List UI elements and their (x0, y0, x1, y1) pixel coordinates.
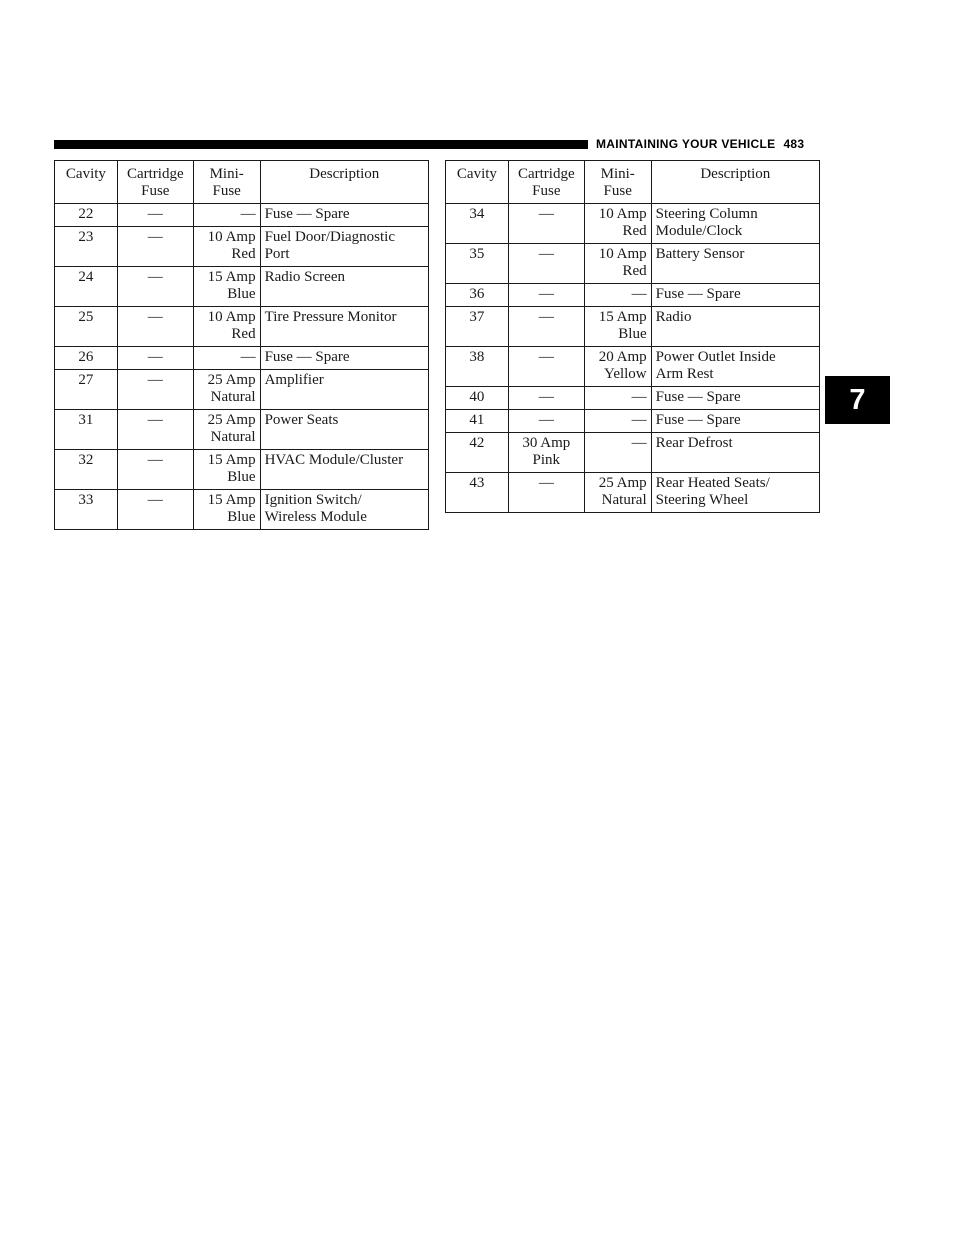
table-header-row (446, 161, 820, 204)
cavity-cell: 27 (55, 370, 118, 410)
cavity-cell: 43 (446, 473, 509, 513)
mini-fuse-cell: 25 Amp Natural (193, 370, 260, 410)
description-cell: Steering Column Module/Clock (651, 204, 819, 244)
table-row (446, 410, 820, 433)
header-mini-fuse: Mini- Fuse (584, 161, 651, 204)
description-cell: Fuse — Spare (260, 347, 428, 370)
description-cell: Fuse — Spare (260, 204, 428, 227)
description-cell: Rear Defrost (651, 433, 819, 473)
cartridge-fuse-cell: — (117, 307, 193, 347)
table-row (446, 284, 820, 307)
table-row (446, 244, 820, 284)
table-row (446, 473, 820, 513)
table-row (446, 433, 820, 473)
description-cell: Fuse — Spare (651, 410, 819, 433)
table-row (446, 347, 820, 387)
description-cell: Amplifier (260, 370, 428, 410)
cavity-cell: 37 (446, 307, 509, 347)
header-cavity: Cavity (55, 161, 118, 204)
cartridge-fuse-cell: — (508, 347, 584, 387)
header-description: Description (651, 161, 819, 204)
table-row (55, 490, 429, 530)
table-row (55, 370, 429, 410)
cavity-cell: 34 (446, 204, 509, 244)
header-mini-fuse: Mini- Fuse (193, 161, 260, 204)
description-cell: HVAC Module/Cluster (260, 450, 428, 490)
cavity-cell: 32 (55, 450, 118, 490)
section-title: MAINTAINING YOUR VEHICLE (596, 137, 776, 151)
mini-fuse-cell: 10 Amp Red (193, 307, 260, 347)
cavity-cell: 31 (55, 410, 118, 450)
cavity-cell: 24 (55, 267, 118, 307)
mini-fuse-cell: 25 Amp Natural (193, 410, 260, 450)
mini-fuse-cell: 15 Amp Blue (584, 307, 651, 347)
cavity-cell: 33 (55, 490, 118, 530)
mini-fuse-cell: — (584, 433, 651, 473)
cavity-cell: 41 (446, 410, 509, 433)
cartridge-fuse-cell: — (117, 227, 193, 267)
cavity-cell: 26 (55, 347, 118, 370)
cavity-cell: 35 (446, 244, 509, 284)
description-cell: Fuse — Spare (651, 284, 819, 307)
cartridge-fuse-cell: — (508, 204, 584, 244)
cartridge-fuse-cell: 30 Amp Pink (508, 433, 584, 473)
mini-fuse-cell: 10 Amp Red (584, 244, 651, 284)
description-cell: Radio (651, 307, 819, 347)
cavity-cell: 23 (55, 227, 118, 267)
header-cavity: Cavity (446, 161, 509, 204)
table-row (55, 307, 429, 347)
header-cartridge-fuse: Cartridge Fuse (508, 161, 584, 204)
mini-fuse-cell: 10 Amp Red (584, 204, 651, 244)
cavity-cell: 40 (446, 387, 509, 410)
description-cell: Fuse — Spare (651, 387, 819, 410)
mini-fuse-cell: 20 Amp Yellow (584, 347, 651, 387)
cartridge-fuse-cell: — (508, 387, 584, 410)
cartridge-fuse-cell: — (508, 244, 584, 284)
mini-fuse-cell: — (584, 284, 651, 307)
mini-fuse-cell: — (193, 204, 260, 227)
mini-fuse-cell: — (193, 347, 260, 370)
table-header-row (55, 161, 429, 204)
cartridge-fuse-cell: — (117, 204, 193, 227)
table-row (55, 267, 429, 307)
cartridge-fuse-cell: — (117, 410, 193, 450)
mini-fuse-cell: 15 Amp Blue (193, 490, 260, 530)
cartridge-fuse-cell: — (508, 410, 584, 433)
description-cell: Battery Sensor (651, 244, 819, 284)
cavity-cell: 36 (446, 284, 509, 307)
mini-fuse-cell: 25 Amp Natural (584, 473, 651, 513)
cartridge-fuse-cell: — (117, 267, 193, 307)
cartridge-fuse-cell: — (508, 284, 584, 307)
cartridge-fuse-cell: — (117, 370, 193, 410)
mini-fuse-cell: — (584, 387, 651, 410)
cavity-cell: 42 (446, 433, 509, 473)
cavity-cell: 38 (446, 347, 509, 387)
description-cell: Radio Screen (260, 267, 428, 307)
table-row (55, 410, 429, 450)
page-number: 483 (783, 137, 805, 151)
fuse-table-left (54, 160, 429, 530)
header-description: Description (260, 161, 428, 204)
header-rule (54, 140, 588, 149)
table-row (55, 347, 429, 370)
header-cartridge-fuse: Cartridge Fuse (117, 161, 193, 204)
table-row (55, 204, 429, 227)
mini-fuse-cell: — (584, 410, 651, 433)
cartridge-fuse-cell: — (117, 490, 193, 530)
cavity-cell: 22 (55, 204, 118, 227)
table-row (446, 204, 820, 244)
description-cell: Power Outlet Inside Arm Rest (651, 347, 819, 387)
cavity-cell: 25 (55, 307, 118, 347)
description-cell: Power Seats (260, 410, 428, 450)
chapter-tab: 7 (825, 376, 890, 424)
table-row (55, 227, 429, 267)
description-cell: Ignition Switch/ Wireless Module (260, 490, 428, 530)
cartridge-fuse-cell: — (117, 450, 193, 490)
table-row (446, 307, 820, 347)
table-row (446, 387, 820, 410)
cartridge-fuse-cell: — (117, 347, 193, 370)
mini-fuse-cell: 10 Amp Red (193, 227, 260, 267)
description-cell: Rear Heated Seats/ Steering Wheel (651, 473, 819, 513)
mini-fuse-cell: 15 Amp Blue (193, 267, 260, 307)
mini-fuse-cell: 15 Amp Blue (193, 450, 260, 490)
cartridge-fuse-cell: — (508, 307, 584, 347)
running-header (596, 137, 804, 151)
cartridge-fuse-cell: — (508, 473, 584, 513)
table-row (55, 450, 429, 490)
description-cell: Tire Pressure Monitor (260, 307, 428, 347)
description-cell: Fuel Door/Diagnostic Port (260, 227, 428, 267)
fuse-table-right (445, 160, 820, 513)
